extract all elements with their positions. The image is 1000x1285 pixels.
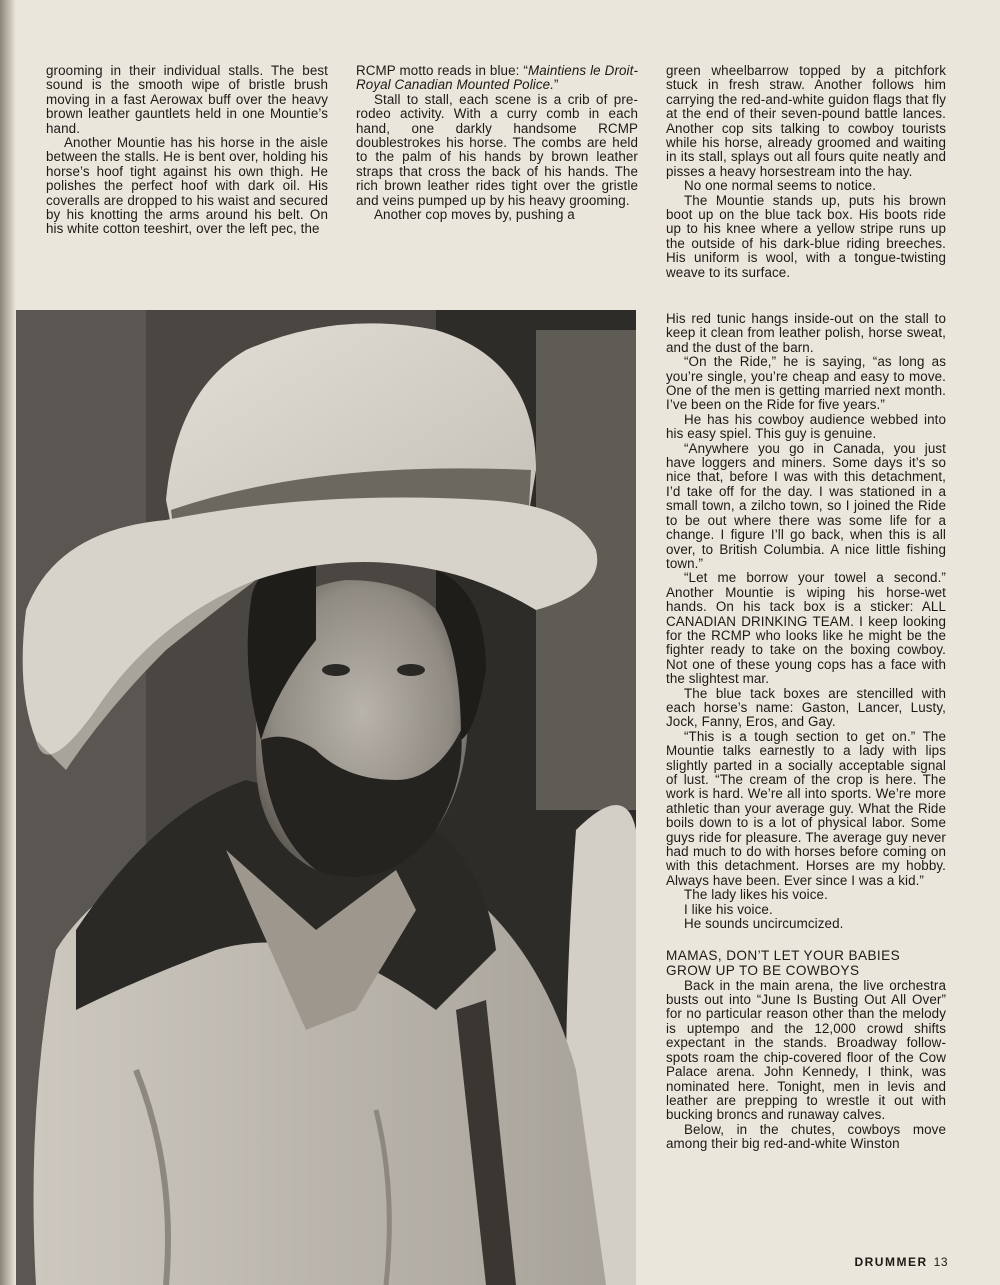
short-line: I like his voice.	[684, 901, 773, 917]
subhead-line: GROW UP TO BE COWBOYS	[666, 963, 860, 979]
motto-italic: Maintiens le Droit-Royal Canadian Mounted Police.	[356, 63, 638, 93]
article-column-3-top	[666, 64, 946, 280]
section-subhead	[666, 949, 946, 978]
motto-close: ”	[554, 77, 559, 93]
page-number: 13	[933, 1255, 948, 1269]
article-column-2	[356, 64, 638, 222]
magazine-name: DRUMMER	[854, 1255, 928, 1269]
paragraph: Below, in the chutes, cowboys move among their big red-and-white Winston	[666, 1121, 946, 1152]
paragraph: grooming in their individual stalls. The best sound is the smooth wipe of bristle brush moving in a fast Aerowax buff over the heavy brown leather gauntlets held in one Mountie’s hand.	[46, 63, 328, 136]
article-column-3-bottom	[666, 312, 946, 1152]
paragraph: No one normal seems to notice.	[684, 178, 877, 194]
short-line: He sounds uncircumcized.	[684, 916, 844, 932]
paragraph: The blue tack boxes are stencilled with each horse’s name: Gaston, Lancer, Lusty, Jock, Fanny, Eros, and Gay.	[666, 685, 946, 730]
paragraph: Stall to stall, each scene is a crib of pre-rodeo activity. With a curry comb in each hand, one darkly handsome RCMP doublestrokes his horse. The combs are held to the palm of his hands by brown leather straps that cross the back of his hands. The rich brown leather rides tight over the gristle and veins pumped up by his heavy grooming.	[356, 91, 638, 208]
paragraph: “This is a tough section to get on.” The Mountie talks earnestly to a lady with lips slightly parted in a socially acceptable signal of lust. “The cream of the crop is here. The work is hard. We’re all into sports. We’re more athletic than your average guy. What the Ride boils down to is a lot of physical labor. Some guys ride for pleasure. The average guy never had much to do with horses before coming on with this detachment. Horses are my hobby. Always have been. Ever since I was a kid.”	[666, 728, 946, 888]
paragraph: His red tunic hangs inside-out on the stall to keep it clean from leather polish, horse sweat, and the dust of the barn.	[666, 311, 946, 355]
subhead-line: MAMAS, DON’T LET YOUR BABIES	[666, 948, 901, 964]
article-column-1	[46, 64, 328, 237]
motto-lead: RCMP motto reads in blue: “	[356, 63, 528, 78]
paragraph: “Let me borrow your towel a second.” Another Mountie is wiping his horse-wet hands. On his tack box is a sticker: ALL CANADIAN DRINKING TEAM. I keep looking for the RCMP who looks like he might be the fighter ready to take on the boxing cowboy. Not one of these young cops has a face with the slightest mar.	[666, 570, 946, 687]
page-binding-edge	[0, 0, 16, 1285]
paragraph: green wheelbarrow topped by a pitchfork stuck in fresh straw. Another follows him carrying the red-and-white guidon flags that fly at the end of their seven-pound battle lances. Another cop sits talking to cowboy tourists while his horse, already groomed and waiting in its stall, splays out all fours quite neatly and pisses a heavy horsestream into the hay.	[666, 63, 946, 179]
page-footer	[854, 1255, 948, 1269]
paragraph: Another cop moves by, pushing a	[374, 207, 575, 223]
photo-illustration	[16, 310, 636, 1285]
paragraph: Another Mountie has his horse in the aisle between the stalls. He is bent over, holding his horse’s hoof tight against his own thigh. He polishes the perfect hoof with dark oil. His coveralls are dropped to his waist and secured by his knotting the arms around his belt. On his white cotton teeshirt, over the left pec, the	[46, 135, 328, 237]
paragraph: “On the Ride,” he is saying, “as long as you’re single, you’re cheap and easy to move. One of the men is getting married next month. I’ve been on the Ride for five years.”	[666, 354, 946, 413]
photo-cowboy-portrait	[16, 310, 636, 1285]
paragraph: He has his cowboy audience webbed into his easy spiel. This guy is genuine.	[666, 411, 946, 442]
paragraph: The Mountie stands up, puts his brown boot up on the blue tack box. His boots ride up to his knee where a yellow stripe runs up the outside of his dark-blue riding breeches. His uniform is wool, with a tongue-twisting weave to its surface.	[666, 192, 946, 280]
paragraph: Back in the main arena, the live orchestra busts out into “June Is Busting Out All Over” for no particular reason other than the melody is uptempo and the 12,000 crowd shifts expectant in the stands. Broadway follow-spots roam the chip-covered floor of the Cow Palace arena. John Kennedy, I think, was nominated here. Tonight, men in levis and leather are prepping to wrestle it out with bucking broncs and runaway calves.	[666, 977, 946, 1123]
paragraph: “Anywhere you go in Canada, you just have loggers and miners. Some days it’s so nice that, before I was with this detachment, I’d take off for the day. I was stationed in a small town, a zilcho town, so I joined the Ride to be out where there was some life for a change. I figure I’ll go back, when this is all over, to British Columbia. A nice little fishing town.”	[666, 440, 946, 571]
motto-paragraph	[356, 64, 638, 93]
short-line: The lady likes his voice.	[684, 887, 828, 903]
